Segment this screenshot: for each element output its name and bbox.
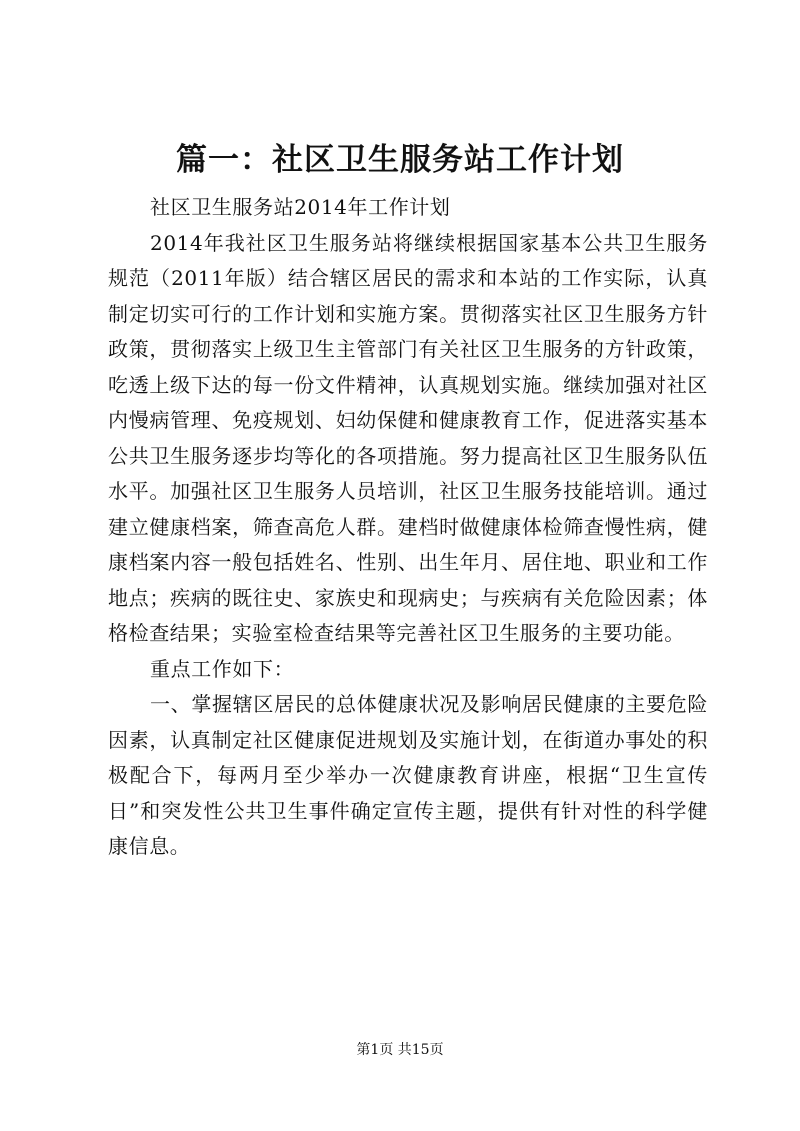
paragraph-key-work-heading: 重点工作如下：	[150, 656, 295, 681]
document-body	[108, 190, 708, 865]
page-footer	[0, 1040, 800, 1060]
document-title: 篇一：社区卫生服务站工作计划	[176, 142, 624, 178]
paragraph-item-one: 一、掌握辖区居民的总体健康状况及影响居民健康的主要危险因素，认真制定社区健康促进规划及实施计划，在街道办事处的积极配合下，每两月至少举办一次健康教育讲座，根据“卫生宣传日”和突发性公共卫生事件确定宣传主题，提供有针对性的科学健康信息。	[108, 692, 708, 858]
paragraph-overview: 2014年我社区卫生服务站将继续根据国家基本公共卫生服务规范（2011年版）结合辖区居民的需求和本站的工作实际，认真制定切实可行的工作计划和实施方案。贯彻落实社区卫生服务方针政策，贯彻落实上级卫生主管部门有关社区卫生服务的方针政策，吃透上级下达的每一份文件精神，认真规划实施。继续加强对社区内慢病管理、免疫规划、妇幼保健和健康教育工作，促进落实基本公共卫生服务逐步均等化的各项措施。努力提高社区卫生服务队伍水平。加强社区卫生服务人员培训，社区卫生服务技能培训。通过建立健康档案，筛查高危人群。建档时做健康体检筛查慢性病，健康档案内容一般包括姓名、性别、出生年月、居住地、职业和工作地点；疾病的既往史、家族史和现病史；与疾病有关危险因素；体格检查结果；实验室检查结果等完善社区卫生服务的主要功能。	[108, 230, 708, 645]
page-number-label: 第1页 共15页	[356, 1042, 444, 1058]
paragraph-subtitle: 社区卫生服务站2014年工作计划	[150, 195, 451, 219]
